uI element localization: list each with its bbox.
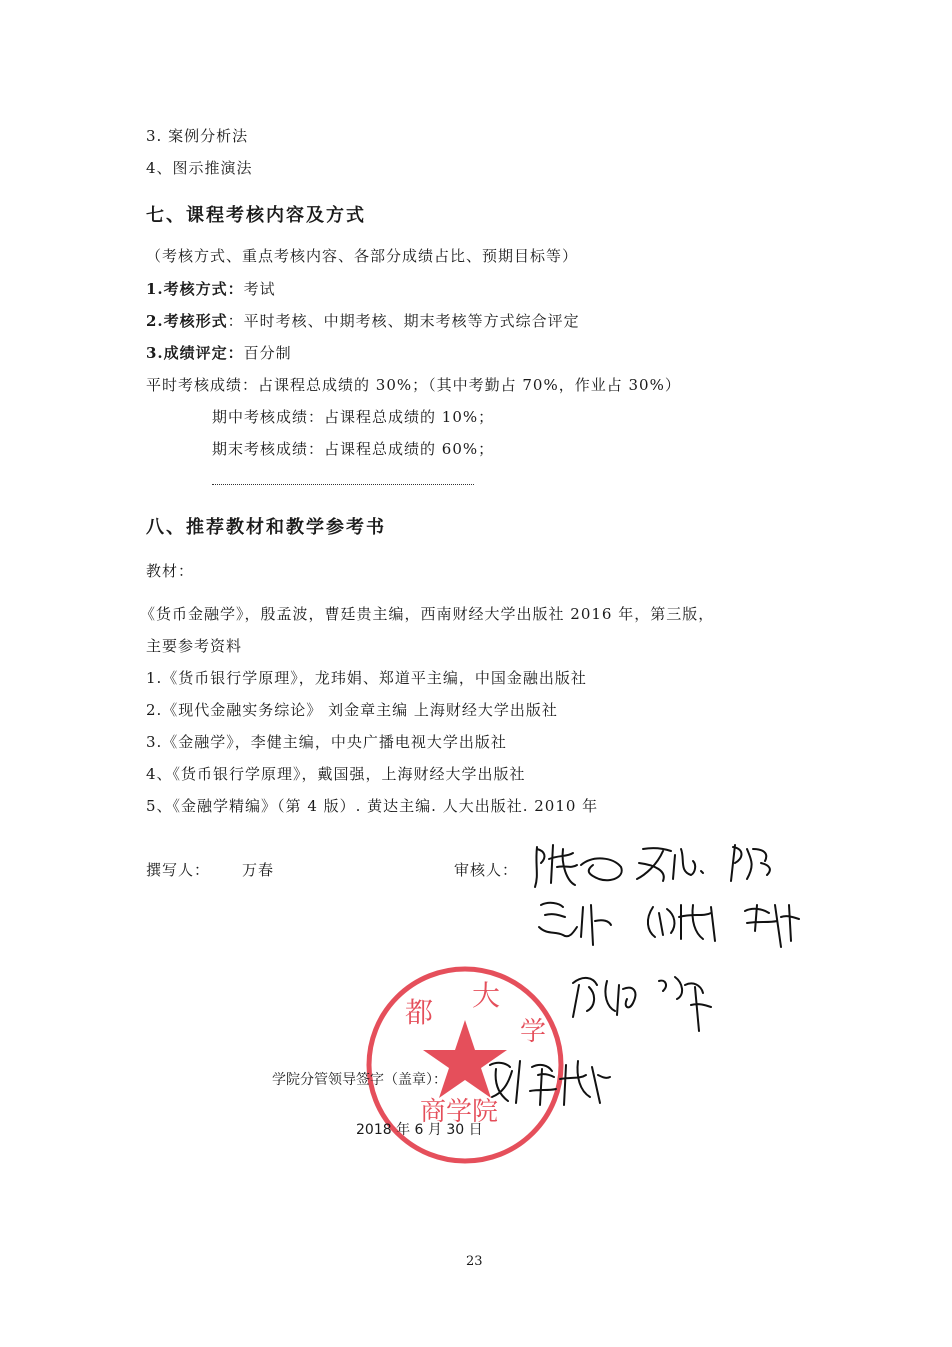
ref-4: 4、《货币银行学原理》，戴国强，上海财经大学出版社 — [146, 765, 526, 783]
textbook: 《货币金融学》，殷孟波，曹廷贵主编，西南财经大学出版社 2016 年，第三版， — [140, 605, 715, 623]
leader-signature — [482, 1045, 612, 1115]
assessment-form-value: ：平时考核、中期考核、期末考核等方式综合评定 — [227, 312, 580, 330]
grade-method — [146, 343, 292, 363]
section-7-note: （考核方式、重点考核内容、各部分成绩占比、预期目标等） — [146, 247, 579, 265]
sign-date: 2018 年 6 月 30 日 — [356, 1122, 483, 1138]
assessment-mode — [146, 279, 276, 299]
ref-3: 3.《金融学》，李健主编，中央广播电视大学出版社 — [146, 733, 507, 751]
section-7-title: 七、课程考核内容及方式 — [146, 205, 366, 226]
midterm-score: 期中考核成绩：占课程总成绩的 10%； — [212, 408, 495, 426]
final-score: 期末考核成绩：占课程总成绩的 60%； — [212, 440, 495, 458]
author-label: 撰写人： — [146, 861, 211, 879]
svg-text:商学院: 商学院 — [420, 1097, 499, 1127]
assessment-form-label: 2.考核形式 — [146, 312, 228, 330]
refs-label: 主要参考资料 — [146, 637, 243, 655]
ref-5: 5、《金融学精编》（第 4 版）. 黄达主编. 人大出版社. 2010 年 — [146, 797, 599, 815]
leader-sign-label: 学院分管领导签字（盖章）： — [272, 1072, 447, 1088]
regular-score: 平时考核成绩：占课程总成绩的 30%；（其中考勤占 70%，作业占 30%） — [146, 376, 681, 394]
dotted-divider — [212, 478, 474, 485]
assessment-form — [146, 311, 580, 331]
section-8-title: 八、推荐教材和教学参考书 — [146, 517, 386, 538]
svg-text:都: 都 — [405, 996, 434, 1029]
grade-method-label: 3.成绩评定： — [146, 344, 244, 362]
reviewer-label: 审核人： — [454, 861, 519, 879]
method-3: 3. 案例分析法 — [146, 127, 249, 145]
ref-2: 2.《现代金融实务综论》 刘金章主编 上海财经大学出版社 — [146, 701, 558, 719]
assessment-mode-value: 考试 — [243, 280, 276, 298]
method-4: 4、图示推演法 — [146, 159, 253, 177]
svg-text:大: 大 — [472, 979, 501, 1012]
ref-1: 1.《货币银行学原理》，龙玮娟、郑道平主编，中国金融出版社 — [146, 669, 587, 687]
grade-method-value: 百分制 — [243, 344, 292, 362]
author-name: 万春 — [242, 861, 275, 879]
page-number: 23 — [466, 1254, 483, 1269]
svg-text:学: 学 — [520, 1017, 547, 1047]
assessment-mode-label: 1.考核方式： — [146, 280, 244, 298]
textbook-label: 教材： — [146, 562, 195, 580]
